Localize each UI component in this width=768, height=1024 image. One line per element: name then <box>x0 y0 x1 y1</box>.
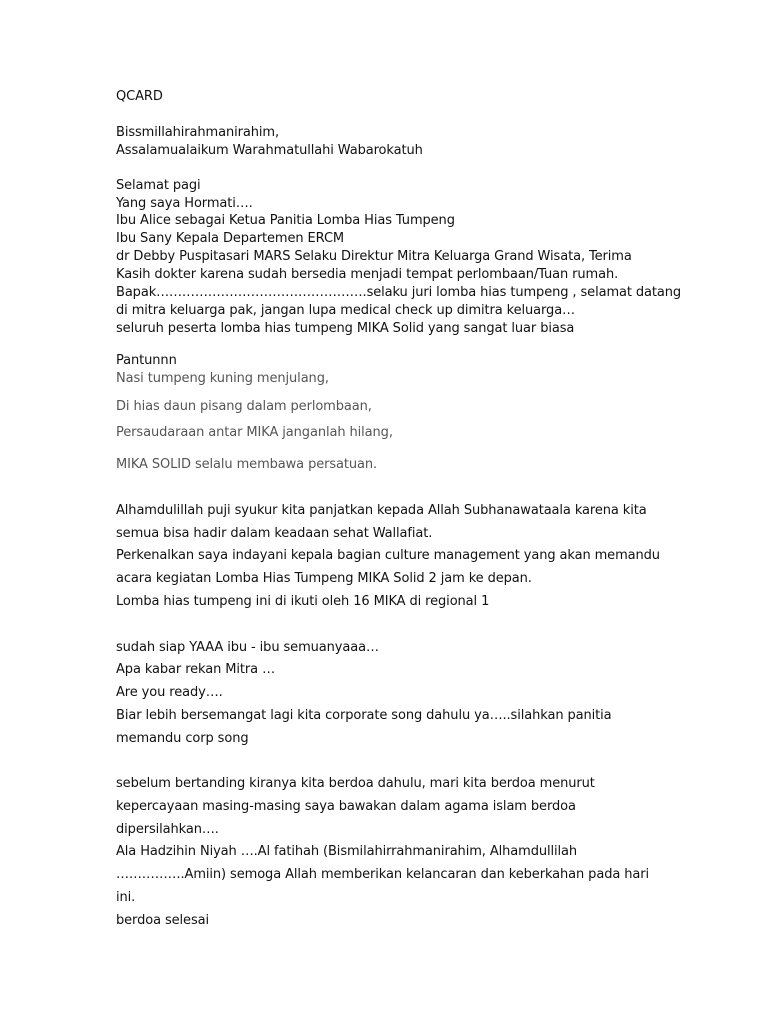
prayer-line: sebelum bertanding kiranya kita berdoa dahulu, mari kita berdoa menurut <box>116 776 595 791</box>
greeting-line: Selamat pagi <box>116 178 201 193</box>
warmup-line: sudah siap YAAA ibu - ibu semuanyaaa… <box>116 640 379 655</box>
prayer-line: kepercayaan masing-masing saya bawakan dalam agama islam berdoa <box>116 799 576 814</box>
warmup-line: memandu corp song <box>116 731 249 746</box>
greeting-line: dr Debby Puspitasari MARS Selaku Direktur Mitra Keluarga Grand Wisata, Terima <box>116 249 632 264</box>
greeting-line: Kasih dokter karena sudah bersedia menjadi tempat perlombaan/Tuan rumah. <box>116 267 619 282</box>
pantun-line: Nasi tumpeng kuning menjulang, <box>116 371 329 386</box>
pantun-title: Pantunnn <box>116 353 177 368</box>
pantun-line: Persaudaraan antar MIKA janganlah hilang, <box>116 425 393 440</box>
greeting-line: Ibu Alice sebagai Ketua Panitia Lomba Hias Tumpeng <box>116 213 455 228</box>
intro-line: acara kegiatan Lomba Hias Tumpeng MIKA Solid 2 jam ke depan. <box>116 571 532 586</box>
prayer-line: Ala Hadzihin Niyah ….Al fatihah (Bismilahirrahmanirahim, Alhamdullilah <box>116 844 578 859</box>
warmup-line: Apa kabar rekan Mitra … <box>116 662 275 677</box>
greeting-line: Ibu Sany Kepala Departemen ERCM <box>116 231 345 246</box>
warmup-line: Are you ready…. <box>116 685 223 700</box>
intro-line: Lomba hias tumpeng ini di ikuti oleh 16 MIKA di regional 1 <box>116 594 490 609</box>
warmup-line: Biar lebih bersemangat lagi kita corporate song dahulu ya…..silahkan panitia <box>116 708 612 723</box>
prayer-line: …………….Amiin) semoga Allah memberikan kelancaran dan keberkahan pada hari <box>116 867 650 882</box>
greeting-line: Bapak………………………………………….selaku juri lomba hias tumpeng , selamat datang <box>116 285 682 300</box>
greeting-line: Yang saya Hormati…. <box>116 196 253 211</box>
prayer-line: dipersilahkan…. <box>116 822 219 837</box>
pantun-line: MIKA SOLID selalu membawa persatuan. <box>116 457 378 472</box>
document-heading: QCARD <box>116 89 163 104</box>
opening-line: Bissmillahirahmanirahim, <box>116 125 279 140</box>
intro-line: Perkenalkan saya indayani kepala bagian culture management yang akan memandu <box>116 548 660 563</box>
intro-line: Alhamdulillah puji syukur kita panjatkan kepada Allah Subhanawataala karena kita <box>116 503 647 518</box>
prayer-line: berdoa selesai <box>116 913 210 928</box>
pantun-line: Di hias daun pisang dalam perlombaan, <box>116 399 372 414</box>
opening-line: Assalamualaikum Warahmatullahi Wabarokatuh <box>116 143 423 158</box>
intro-line: semua bisa hadir dalam keadaan sehat Wallafiat. <box>116 526 433 541</box>
greeting-line: seluruh peserta lomba hias tumpeng MIKA Solid yang sangat luar biasa <box>116 321 575 336</box>
prayer-line: ini. <box>116 890 136 905</box>
greeting-line: di mitra keluarga pak, jangan lupa medical check up dimitra keluarga… <box>116 303 575 318</box>
